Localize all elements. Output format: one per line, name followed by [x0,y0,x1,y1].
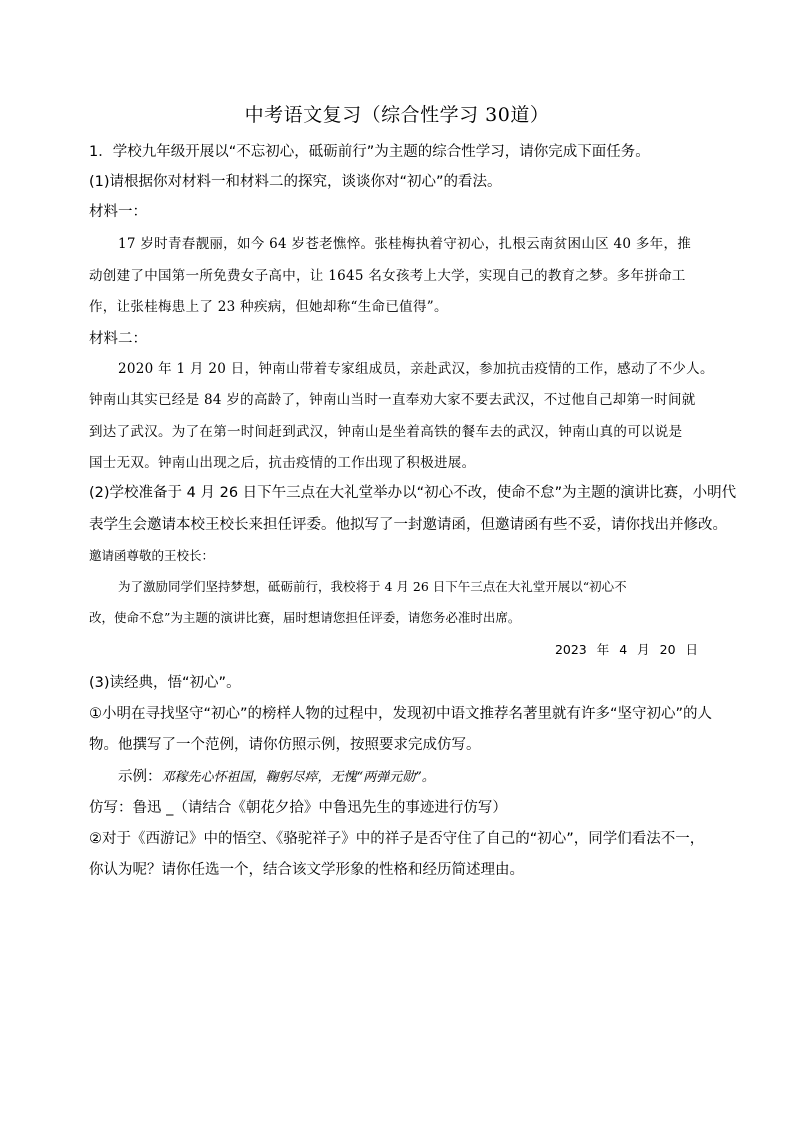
example-text: 邓稼先心怀祖国，鞠躬尽瘁，无愧“两弹元勋”。 [161,770,435,785]
material-1-label: 材料一： [89,204,147,220]
letter-date: 2023 年 4 月 20 日 [554,642,698,657]
imitation-prompt: 仿写：鲁迅 _（请结合《朝花夕拾》中鲁迅先生的事迹进行仿写） [89,800,507,816]
material-2-line: 钟南山其实已经是 84 岁的高龄了，钟南山当时一直奉劝大家不要去武汉，不过他自己却第一时间就 [89,392,696,408]
sub-question-2-line: 你认为呢？请你任选一个，结合该文学形象的性格和经历简述理由。 [89,862,524,878]
task-3: (3)读经典，悟“初心”。 [89,675,241,691]
material-2-line: 2020 年 1 月 20 日，钟南山带着专家组成员，亲赴武汉，参加抗击疫情的工作，感动了不少人。 [118,361,714,377]
example-label: 示例： [118,769,162,785]
task-2-line: 表学生会邀请本校王校长来担任评委。他拟写了一封邀请函，但邀请函有些不妥，请你找出并修改。 [89,517,727,533]
sub-question-1-line: ①小明在寻找坚守“初心”的榜样人物的过程中，发现初中语文推荐名著里就有许多“坚守初心”的人 [89,706,713,722]
letter-line: 改，使命不怠”为主题的演讲比赛，届时想请您担任评委，请您务必准时出席。 [89,610,521,625]
sub-question-2-line: ②对于《西游记》中的悟空、《骆驼祥子》中的祥子是否守住了自己的“初心”，同学们看法不一， [89,831,705,847]
material-2-label: 材料二： [89,331,147,347]
task-1: (1)请根据你对材料一和材料二的探究，谈谈你对“初心”的看法。 [89,174,502,190]
letter-greeting: 邀请函尊敬的王校长： [89,548,215,563]
material-1-line: 17 岁时青春靓丽，如今 64 岁苍老憔悴。张桂梅执着守初心，扎根云南贫困山区 40 多年，推 [118,236,692,252]
task-2-line: (2)学校准备于 4 月 26 日下午三点在大礼堂举办以“初心不改，使命不怠”为主题的演讲比赛，小明代 [89,485,737,501]
example [118,766,435,789]
page-title: 中考语文复习（综合性学习 30道） [244,104,550,126]
sub-question-1-line: 物。他撰写了一个范例，请你仿照示例，按照要求完成仿写。 [89,737,481,753]
material-1-line: 作，让张桂梅患上了 23 种疾病，但她却称“生命已值得”。 [89,299,448,315]
material-2-line: 到达了武汉。为了在第一时间赶到武汉，钟南山是坐着高铁的餐车去的武汉，钟南山真的可以说是 [89,424,683,440]
material-2-line: 国士无双。钟南山出现之后，抗击疫情的工作出现了积极进展。 [89,455,476,471]
material-1-line: 动创建了中国第一所免费女子高中，让 1645 名女孩考上大学，实现自己的教育之梦。多年拼命工 [89,268,686,284]
letter-line: 为了激励同学们坚持梦想，砥砺前行，我校将于 4 月 26 日下午三点在大礼堂开展以“初心不 [118,579,627,594]
question-1-intro: 1．学校九年级开展以“不忘初心，砥砺前行”为主题的综合性学习，请你完成下面任务。 [89,144,650,160]
